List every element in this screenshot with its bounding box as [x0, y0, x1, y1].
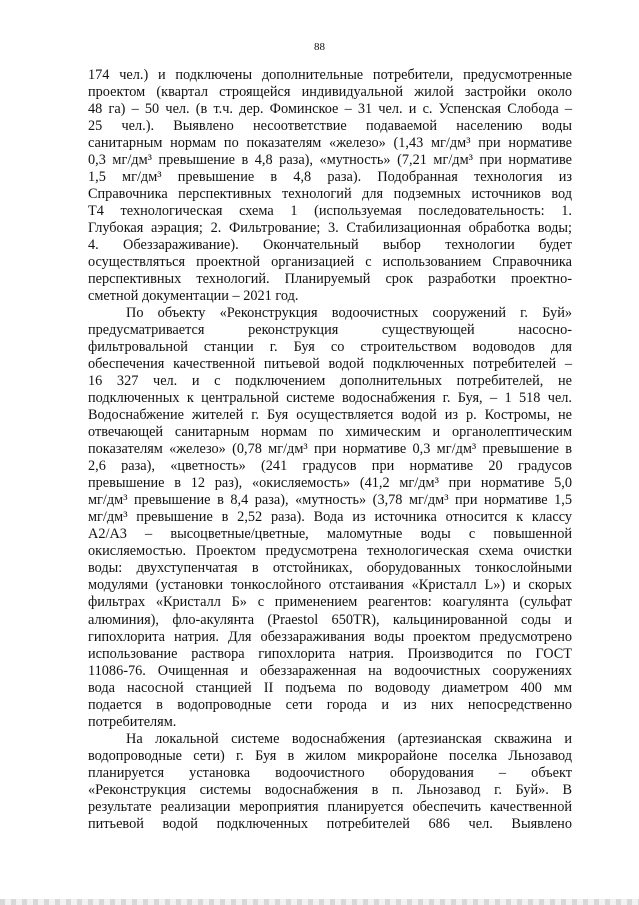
text-line: 2,6 раза), «цветность» (241 градусов при нормативе 20 градусов [88, 458, 572, 475]
text-line: Т4 технологическая схема 1 (используемая последовательность: 1. [88, 203, 572, 220]
paragraph-3 [88, 731, 572, 833]
text-line: отвечающей санитарным нормам по химическим и органолептическим [88, 424, 572, 441]
text-line: подается в водопроводные сети города и из них непосредственно [88, 696, 572, 713]
text-line: алюминия), фло-акулянта (Praestol 650TR), кальцинированной соды и [88, 611, 572, 628]
document-body [88, 67, 572, 833]
text-line: 1,5 мг/дм³ превышение в 4,8 раза). Подобранная технология из [88, 169, 572, 186]
text-line: вода насосной станцией II подъема по водоводу диаметром 400 мм [88, 679, 572, 696]
text-line: проектом (квартал строящейся индивидуальной жилой застройки около [88, 84, 572, 101]
text-line: фильтрах «Кристалл Б» с применением реагентов: коагулянта (сульфат [88, 594, 572, 611]
scan-bottom-edge [0, 899, 639, 905]
text-line: мг/дм³ превышение в 8,4 раза), «мутность» (3,78 мг/дм³ при нормативе 1,5 [88, 492, 572, 509]
text-line: показателям «железо» (0,78 мг/дм³ при нормативе 0,3 мг/дм³ превышение в [88, 441, 572, 458]
page-number: 88 [314, 41, 325, 53]
text-line: По объекту «Реконструкция водоочистных сооружений г. Буй» [126, 305, 572, 322]
text-line: результате реализации мероприятия планируется обеспечить качественной [88, 798, 572, 815]
paragraph-2 [88, 305, 572, 730]
text-line: обеспечения качественной питьевой водой подключенных потребителей – [88, 356, 572, 373]
text-line: фильтровальной станции г. Буя со строительством водоводов для [88, 339, 572, 356]
text-line: мг/дм³ превышение в 2,52 раза). Вода из источника относится к классу [88, 509, 572, 526]
text-line: 11086-76. Очищенная и обеззараженная на водоочистных сооружениях [88, 662, 572, 679]
paragraph-1 [88, 67, 572, 305]
text-line: 4. Обеззараживание). Окончательный выбор технологии будет [88, 237, 572, 254]
text-line: гипохлорита натрия. Для обеззараживания воды проектом предусмотрено [88, 628, 572, 645]
text-line: потребителям. [88, 713, 177, 730]
text-line: планируется установка водоочистного оборудования – объект [88, 764, 572, 781]
text-line: санитарным нормам по показателям «железо» (1,43 мг/дм³ при нормативе [88, 135, 572, 152]
text-line: Справочника перспективных технологий для подземных источников вод [88, 186, 572, 203]
text-line: Водоснабжение жителей г. Буя осуществляется водой из р. Костромы, не [88, 407, 572, 424]
text-line: использование раствора гипохлорита натрия. Производится по ГОСТ [88, 645, 572, 662]
text-line: подключенных к центральной системе водоснабжения г. Буя, – 1 518 чел. [88, 390, 572, 407]
text-line: водопроводные сети) г. Буя в жилом микрорайоне поселка Льнозавод [88, 747, 572, 764]
text-line: модулями (установки тонкослойного отстаивания «Кристалл L») и скорых [88, 577, 572, 594]
text-line: «Реконструкция системы водоснабжения в п. Льнозавод г. Буй». В [88, 781, 572, 798]
text-line: 25 чел.). Выявлено несоответствие подаваемой населению воды [88, 118, 572, 135]
text-line: А2/А3 – высоцветные/цветные, маломутные воды с повышенной [88, 526, 572, 543]
text-line: 16 327 чел. и с подключением дополнительных потребителей, не [88, 373, 572, 390]
text-line: окисляемостью. Проектом предусмотрена технологическая схема очистки [88, 543, 572, 560]
text-line: 0,3 мг/дм³ превышение в 4,8 раза), «мутность» (7,21 мг/дм³ при нормативе [88, 152, 572, 169]
text-line: 174 чел.) и подключены дополнительные потребители, предусмотренные [88, 67, 572, 83]
text-line: Глубокая аэрация; 2. Фильтрование; 3. Стабилизационная обработка воды; [88, 220, 572, 237]
text-line: воды: двухступенчатая в отстойниках, оборудованных тонкослойными [88, 560, 572, 577]
text-line: питьевой водой подключенных потребителей 686 чел. Выявлено [88, 815, 572, 832]
text-line: перспективных технологий. Планируемый срок разработки проектно- [88, 271, 572, 288]
text-line: сметной документации – 2021 год. [88, 288, 299, 305]
text-line: предусматривается реконструкция существующей насосно- [88, 322, 572, 339]
text-line: На локальной системе водоснабжения (артезианская скважина и [126, 730, 572, 747]
text-line: 48 га) – 50 чел. (в т.ч. дер. Фоминское – 31 чел. и с. Успенская Слобода – [88, 101, 572, 118]
text-line: превышение в 12 раз), «окисляемость» (41,2 мг/дм³ при нормативе 5,0 [88, 475, 572, 492]
text-line: осуществляться проектной организацией с использованием Справочника [88, 254, 572, 271]
